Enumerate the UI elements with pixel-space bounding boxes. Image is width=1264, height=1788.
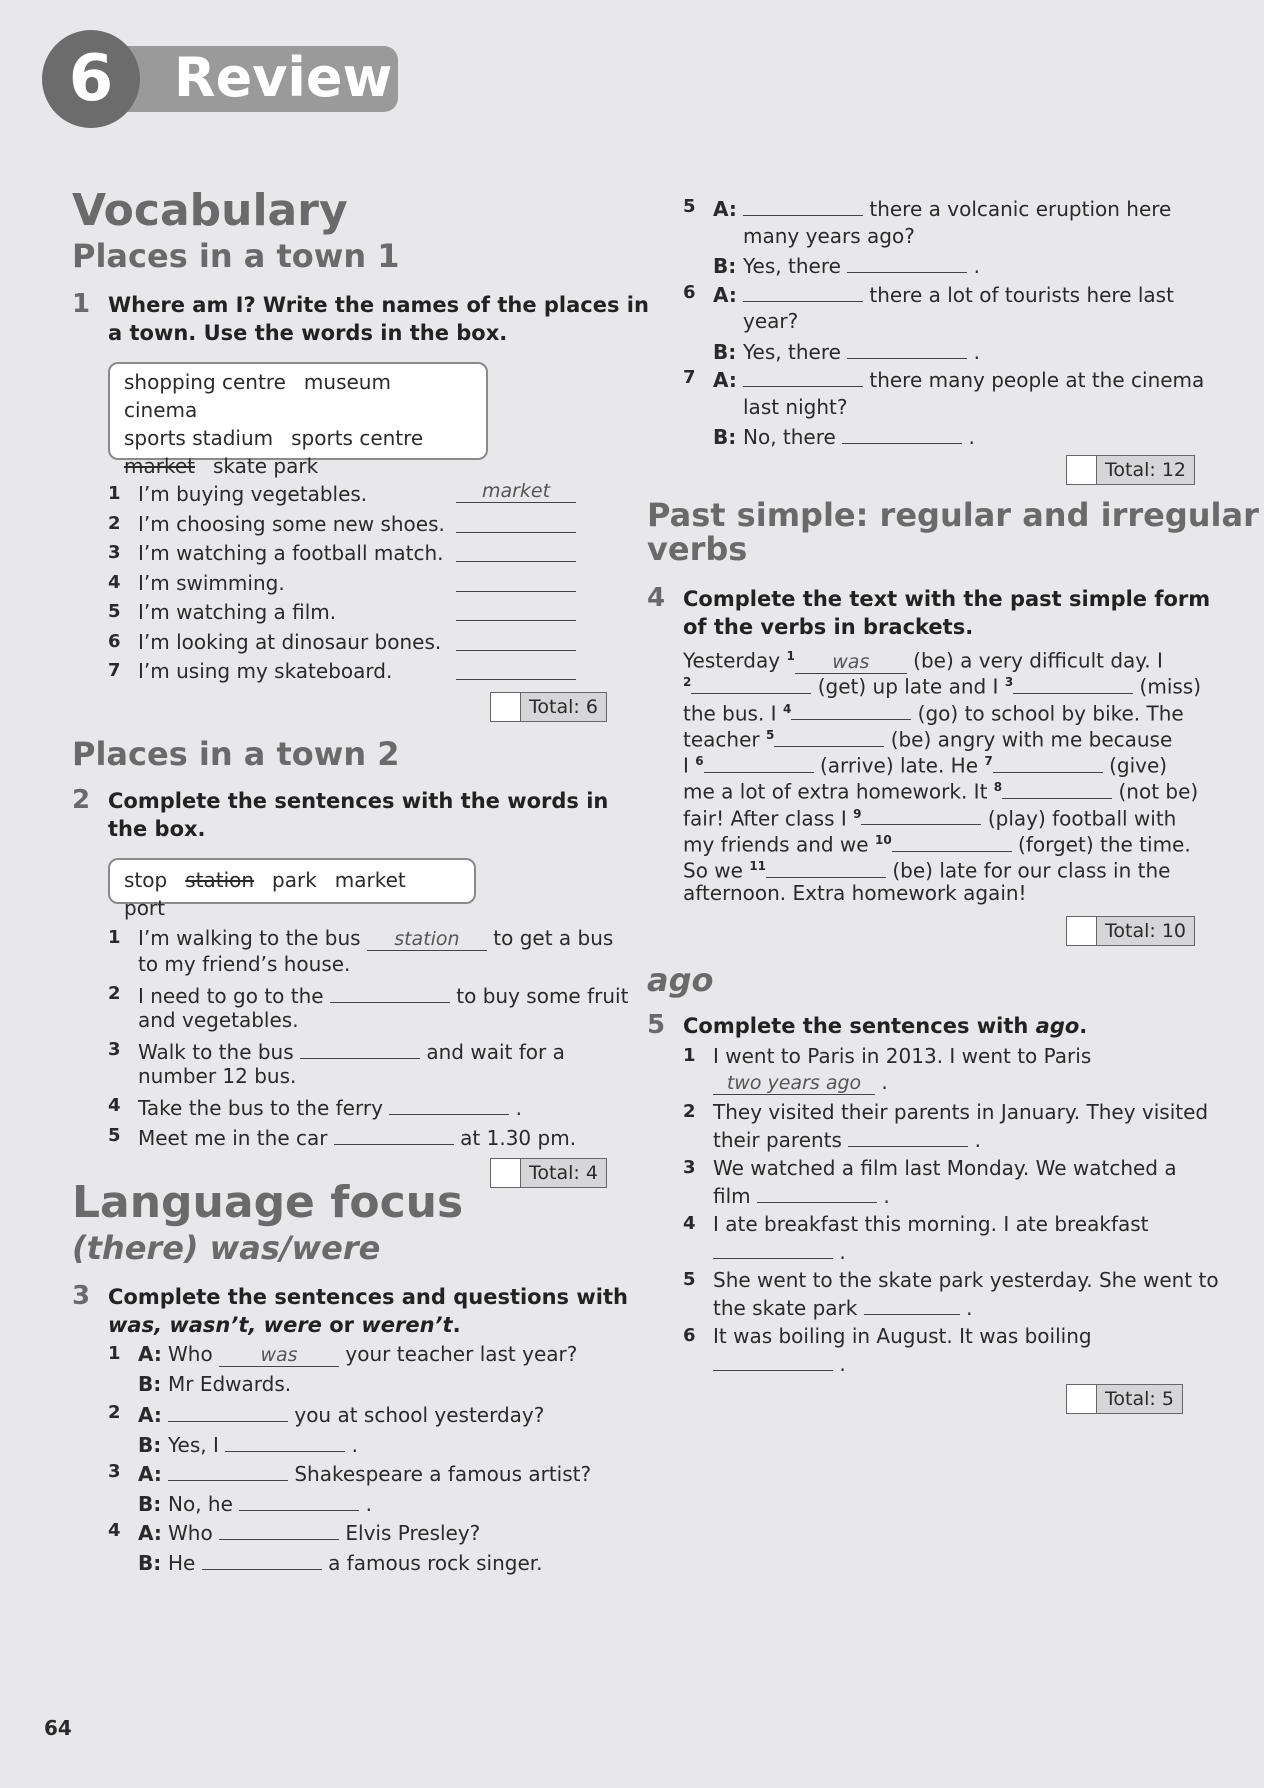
dialogue-line: B: Mr Edwards. — [138, 1371, 292, 1396]
answer-blank[interactable] — [1002, 777, 1112, 799]
answer-blank[interactable] — [239, 1489, 359, 1511]
dialogue-line: B: Yes, I . — [108, 1430, 628, 1460]
box-word: museum — [303, 370, 391, 394]
list-item: 1 I’m walking to the bus station to get a bus — [108, 926, 614, 950]
answer-blank[interactable] — [848, 1125, 968, 1147]
list-item: 1 I went to Paris in 2013. I went to Paris — [683, 1044, 1092, 1068]
answer-blank[interactable] — [892, 830, 1012, 852]
answer-blank[interactable] — [847, 251, 967, 273]
answer-blank[interactable]: was — [219, 1345, 339, 1367]
list-item: 2 I’m choosing some new shoes. — [108, 511, 608, 541]
page-title: Review — [174, 46, 393, 109]
total-box-2: Total: 4 — [490, 1158, 607, 1188]
total-box-4: Total: 10 — [1066, 916, 1195, 946]
list-item: 6 I’m looking at dinosaur bones. — [108, 629, 608, 659]
answer-blank[interactable]: station — [367, 929, 487, 951]
exercise-3-list-left — [108, 1341, 628, 1577]
answer-blank[interactable] — [842, 422, 962, 444]
dialogue-line: B: No, there . — [683, 422, 1203, 451]
exercise-2-instruction: Complete the sentences with the words in the box. — [108, 789, 609, 841]
list-item: 5 Meet me in the car at 1.30 pm. — [108, 1125, 577, 1150]
list-item-continued: to my friend’s house. — [138, 952, 351, 976]
list-item: 2 They visited their parents in January. They visited — [683, 1100, 1209, 1124]
total-box-5: Total: 5 — [1066, 1384, 1183, 1414]
answer-blank[interactable] — [330, 981, 450, 1003]
text-line: the bus. I $^4$ (go) to school by bike. The — [683, 696, 1203, 722]
text-line: Yesterday $^1$ was (be) a very difficult day. I — [683, 648, 1163, 673]
answer-blank[interactable] — [202, 1548, 322, 1570]
score-input[interactable] — [1067, 917, 1097, 945]
answer-blank[interactable] — [993, 751, 1103, 773]
list-item-continued: two years ago . — [683, 1069, 1223, 1099]
score-input[interactable] — [491, 693, 521, 721]
unit-number: 6 — [42, 30, 140, 128]
word-box-2 — [108, 858, 476, 920]
dialogue-line: B: He a famous rock singer. — [108, 1548, 628, 1578]
list-item-continued: their parents . — [683, 1125, 1223, 1155]
dialogue-line: 7 A: there many people at the cinema — [683, 367, 1205, 392]
answer-blank[interactable] — [691, 672, 811, 694]
dialogue-line: B: No, he . — [108, 1489, 628, 1519]
box-word: sports centre — [291, 426, 424, 450]
answer-blank[interactable] — [861, 803, 981, 825]
dialogue-line: 1 A: Who was your teacher last year? — [108, 1342, 578, 1366]
answer-blank[interactable] — [456, 540, 576, 562]
exercise-4-instruction: Complete the text with the past simple form of the verbs in brackets. — [683, 587, 1211, 639]
answer-blank[interactable] — [334, 1123, 454, 1145]
dialogue-line: B: Yes, there . — [683, 337, 1203, 366]
box-word: market — [334, 868, 406, 892]
text-line: my friends and we $^{10}$ (forget) the time. — [683, 827, 1203, 853]
total-box-1: Total: 6 — [490, 692, 607, 722]
answer-blank[interactable] — [168, 1459, 288, 1481]
list-item: 6 It was boiling in August. It was boiling — [683, 1324, 1092, 1348]
exercise-5-number: 5 — [647, 1010, 666, 1040]
text-line: So we $^{11}$ (be) late for our class in the — [683, 853, 1203, 879]
list-item: 5 I’m watching a film. — [108, 599, 608, 629]
answer-blank[interactable] — [774, 725, 884, 747]
answer-blank[interactable] — [757, 1181, 877, 1203]
exercise-4-number: 4 — [647, 583, 666, 613]
list-item-continued: the skate park . — [683, 1293, 1223, 1323]
list-item: 2 I need to go to the to buy some fruit — [108, 983, 629, 1008]
answer-blank[interactable] — [389, 1093, 509, 1115]
answer-blank[interactable] — [456, 570, 576, 592]
answer-blank[interactable] — [300, 1037, 420, 1059]
exercise-5-instruction: Complete the sentences with ago. — [683, 1014, 1088, 1038]
vocabulary-heading: Vocabulary — [72, 185, 348, 236]
answer-blank[interactable] — [456, 629, 576, 651]
dialogue-line: many years ago? — [743, 223, 915, 248]
dialogue-line: B: Yes, there . — [683, 251, 1203, 280]
answer-blank[interactable] — [168, 1400, 288, 1422]
dialogue-line: year? — [743, 309, 799, 333]
answer-blank[interactable] — [225, 1430, 345, 1452]
box-word: skate park — [212, 454, 319, 478]
answer-blank[interactable] — [456, 511, 576, 533]
box-word: port — [124, 896, 165, 920]
list-item: 4 I ate breakfast this morning. I ate breakfast — [683, 1212, 1149, 1236]
list-item-continued: . — [683, 1237, 1223, 1267]
list-item-continued: number 12 bus. — [138, 1064, 297, 1088]
exercise-4-text — [683, 643, 1203, 906]
dialogue-line: 5 A: there a volcanic eruption here — [683, 196, 1172, 221]
exercise-2-number: 2 — [72, 785, 91, 815]
answer-blank[interactable] — [766, 856, 886, 878]
text-line: fair! After class I $^9$ (play) football with — [683, 801, 1203, 827]
text-line: teacher $^5$ (be) angry with me because — [683, 722, 1203, 748]
exercise-3-instruction: Complete the sentences and questions with was, wasn’t, were or weren’t. — [108, 1285, 628, 1337]
score-input[interactable] — [1067, 456, 1097, 484]
box-word: sports stadium — [124, 426, 274, 450]
box-word: shopping centre — [124, 370, 286, 394]
was-were-heading: (there) was/were — [72, 1229, 381, 1267]
box-word-crossed: market — [124, 454, 195, 478]
exercise-1-list — [108, 481, 608, 688]
answer-blank[interactable]: was — [795, 652, 907, 674]
text-line: $^2$ (get) up late and I $^3$ (miss) — [683, 669, 1203, 695]
box-word-crossed: station — [185, 868, 255, 892]
exercise-1-number: 1 — [72, 289, 91, 319]
answer-blank[interactable] — [704, 751, 814, 773]
exercise-3-number: 3 — [72, 1281, 91, 1311]
answer-blank[interactable] — [743, 194, 863, 216]
page-number: 64 — [44, 1716, 72, 1740]
text-line: afternoon. Extra homework again! — [683, 880, 1027, 905]
dialogue-line: last night? — [743, 394, 848, 419]
text-line: me a lot of extra homework. It $^8$ (not be) — [683, 774, 1203, 800]
answer-blank[interactable] — [456, 599, 576, 621]
dialogue-line: 6 A: there a lot of tourists here last — [683, 281, 1174, 307]
list-item: 3 Walk to the bus and wait for a — [108, 1039, 565, 1064]
ago-heading: ago — [647, 961, 714, 999]
total-box-3: Total: 12 — [1066, 455, 1195, 485]
answer-blank[interactable] — [219, 1518, 339, 1540]
text-line: I $^6$ (arrive) late. He $^7$ (give) — [683, 748, 1203, 774]
box-word: stop — [124, 868, 168, 892]
answer-blank[interactable] — [743, 280, 863, 302]
answer-blank[interactable] — [1013, 672, 1133, 694]
list-item: 4 Take the bus to the ferry . — [108, 1095, 522, 1120]
list-item: 7 I’m using my skateboard. — [108, 658, 608, 688]
past-simple-heading: Past simple: regular and irregular verbs — [647, 496, 1259, 568]
word-box-1 — [108, 362, 488, 478]
places-town-1-heading: Places in a town 1 — [72, 237, 400, 275]
exercise-1-instruction: Where am I? Write the names of the places in a town. Use the words in the box. — [108, 293, 649, 345]
list-item: 5 She went to the skate park yesterday. She went to — [683, 1268, 1219, 1292]
list-item-continued: . — [683, 1349, 1223, 1379]
dialogue-line: 4 A: Who Elvis Presley? — [108, 1520, 481, 1545]
dialogue-line: 3 A: Shakespeare a famous artist? — [108, 1461, 592, 1486]
places-town-2-heading: Places in a town 2 — [72, 735, 400, 773]
language-focus-heading: Language focus — [72, 1177, 464, 1228]
answer-blank[interactable] — [713, 1237, 833, 1259]
answer-blank[interactable] — [713, 1349, 833, 1371]
exercise-5-list — [683, 1043, 1223, 1379]
dialogue-line: 2 A: you at school yesterday? — [108, 1402, 545, 1427]
score-input[interactable] — [491, 1159, 521, 1187]
list-item: 4 I’m swimming. — [108, 570, 608, 600]
answer-blank[interactable]: market — [456, 481, 576, 503]
answer-blank[interactable] — [456, 658, 576, 680]
answer-blank[interactable] — [847, 337, 967, 359]
exercise-3-list-right — [683, 194, 1203, 451]
answer-blank[interactable] — [864, 1293, 960, 1315]
list-item-continued: film . — [683, 1181, 1223, 1211]
answer-blank[interactable] — [791, 698, 911, 720]
list-item-continued: and vegetables. — [138, 1008, 299, 1032]
list-item: 3 We watched a film last Monday. We watched a — [683, 1156, 1177, 1180]
box-word: park — [272, 868, 317, 892]
answer-blank[interactable]: two years ago — [713, 1073, 875, 1095]
list-item: 1 I’m buying vegetables. market — [108, 481, 608, 511]
list-item: 3 I’m watching a football match. — [108, 540, 608, 570]
answer-blank[interactable] — [743, 365, 863, 387]
box-word: cinema — [124, 398, 198, 422]
exercise-2-list — [108, 925, 628, 1153]
score-input[interactable] — [1067, 1385, 1097, 1413]
